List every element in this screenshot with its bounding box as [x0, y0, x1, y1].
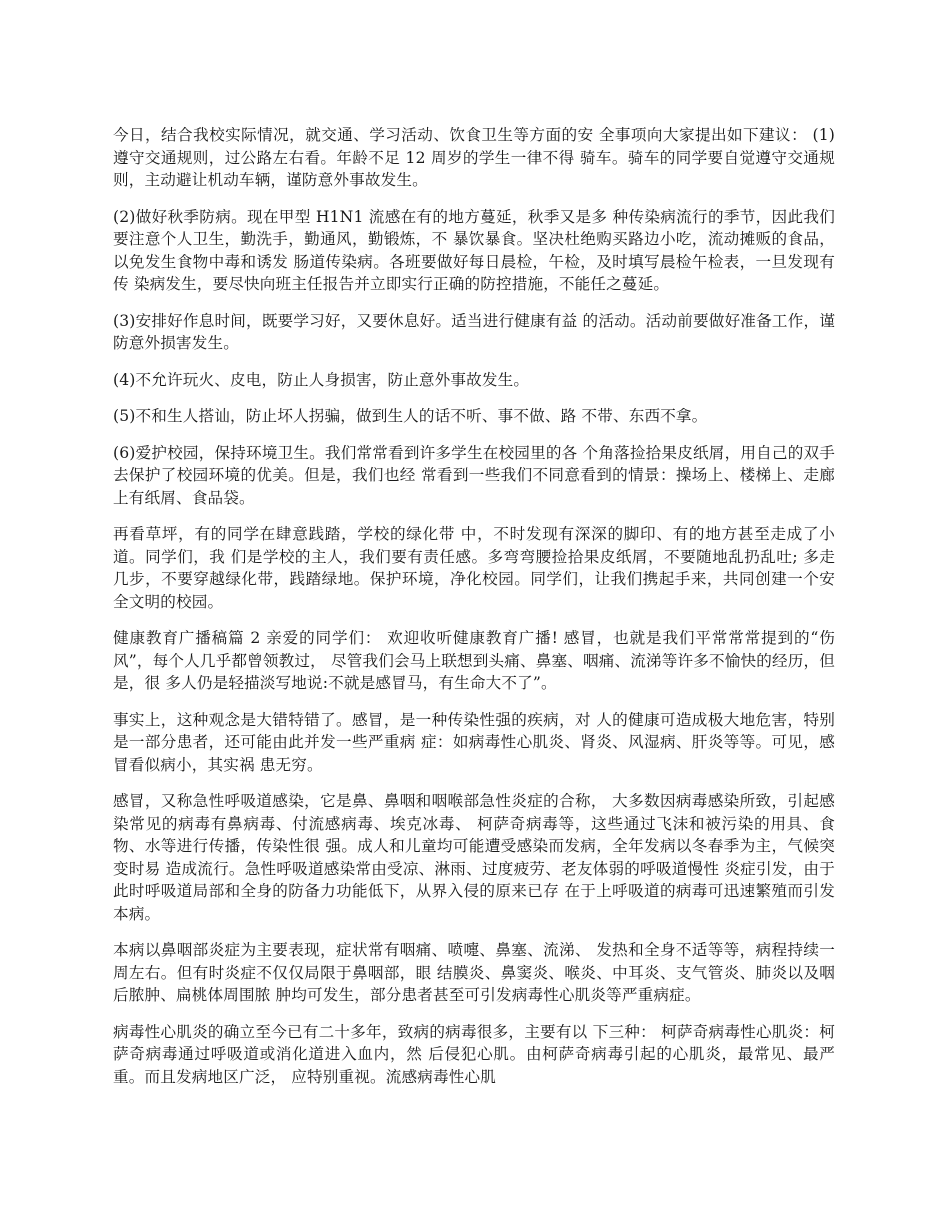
paragraph-myocarditis: 病毒性心肌炎的确立至今已有二十多年，致病的病毒很多，主要有以 下三种： 柯萨奇病毒性心肌炎：柯萨奇病毒通过呼吸道或消化道进入血内，然 后侵犯心肌。由柯萨奇病毒引起的心肌炎，最常见、最严重。而且发病地区广泛， 应特别重视。流感病毒性心肌: [113, 1022, 835, 1086]
paragraph-schedule: (3)安排好作息时间，既要学习好，又要休息好。适当进行健康有益 的活动。活动前要做好准备工作，谨防意外损害发生。: [113, 311, 835, 352]
document-page: [113, 124, 835, 1102]
paragraph-autumn-disease-prevention: (2)做好秋季防病。现在甲型 H1N1 流感在有的地方蔓延，秋季又是多 种传染病流行的季节，因此我们要注意个人卫生，勤洗手，勤通风，勤锻炼，不 暴饮暴食。坚决杜绝购买路边小吃，流动摊贩的食品，以免发生食物中毒和诱发 肠道传染病。各班要做好每日晨检，午检，及时填写晨检午检表，一旦发现有传 染病发生，要尽快向班主任报告并立即实行正确的防控措施，不能任之蔓延。: [113, 207, 835, 293]
paragraph-symptoms: 本病以鼻咽部炎症为主要表现，症状常有咽痛、喷嚏、鼻塞、流涕、 发热和全身不适等等，病程持续一周左右。但有时炎症不仅仅局限于鼻咽部，眼 结膜炎、鼻窦炎、喉炎、中耳炎、支气管炎、肺炎以及咽后脓肿、扁桃体周围脓 肿均可发生，部分患者甚至可引发病毒性心肌炎等严重病症。: [113, 941, 835, 1004]
paragraph-cold-danger: 事实上，这种观念是大错特错了。感冒，是一种传染性强的疾病，对 人的健康可造成极大地危害，特别是一部分患者，还可能由此并发一些严重病 症：如病毒性心肌炎、肾炎、风湿病、肝炎等等。可见，感冒看似病小，其实祸 患无穷。: [113, 710, 835, 774]
paragraph-campus-care: (6)爱护校园，保持环境卫生。我们常常看到许多学生在校园里的各 个角落捡拾果皮纸屑，用自己的双手去保护了校园环境的优美。但是，我们也经 常看到一些我们不同意看到的情景：操场上、楼梯上、走廊上有纸屑、食品袋。: [113, 443, 835, 507]
paragraph-lawn: 再看草坪，有的同学在肆意践踏，学校的绿化带 中，不时发现有深深的脚印、有的地方甚至走成了小道。同学们，我 们是学校的主人，我们要有责任感。多弯弯腰捡拾果皮纸屑，不要随地乱扔乱吐; 多走几步，不要穿越绿化带，践踏绿地。保护环境，净化校园。同学们，让我们携起手来，共同创建一个安全文明的校园。: [113, 525, 835, 611]
paragraph-broadcast-intro: 健康教育广播稿篇 2 亲爱的同学们： 欢迎收听健康教育广播! 感冒，也就是我们平常常常提到的“伤风”，每个人几乎都曾领教过， 尽管我们会马上联想到头痛、鼻塞、咽痛、流涕等许多不愉快的经历，但是，很 多人仍是轻描淡写地说:不就是感冒马，有生命大不了”。: [113, 629, 835, 692]
paragraph-strangers: (5)不和生人搭讪，防止坏人拐骗，做到生人的话不听、事不做、路 不带、东西不拿。: [113, 407, 708, 425]
paragraph-respiratory-infection: 感冒，又称急性呼吸道感染，它是鼻、鼻咽和咽喉部急性炎症的合称， 大多数因病毒感染所致，引起感染常见的病毒有鼻病毒、付流感病毒、埃克冰毒、 柯萨奇病毒等，这些通过飞沫和被污染的用具、食物、水等进行传播，传染性很 强。成人和儿童均可能遭受感染而发病，全年发病以冬春季为主，气候突变时易 造成流行。急性呼吸道感染常由受凉、淋雨、过度疲劳、老友体弱的呼吸道慢性 炎症引发，由于此时呼吸道局部和全身的防备力功能低下，从界入侵的原来已存 在于上呼吸道的病毒可迅速繁殖而引发本病。: [113, 792, 835, 923]
paragraph-fire-safety: (4)不允许玩火、皮电，防止人身损害，防止意外事故发生。: [113, 370, 530, 389]
paragraph-traffic-advice: 今日，结合我校实际情况，就交通、学习活动、饮食卫生等方面的安 全事项向大家提出如下建议： (1)遵守交通规则，过公路左右看。年龄不足 12 周岁的学生一律不得 骑车。骑车的同学要自觉遵守交通规则，主动避让机动车辆，谨防意外事故发生。: [113, 126, 835, 189]
